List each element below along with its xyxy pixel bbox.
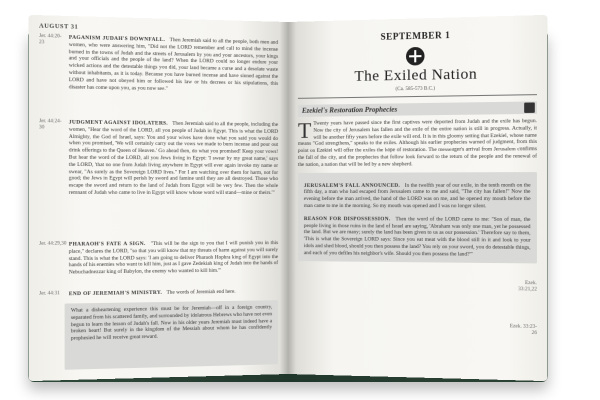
scripture-entry: [69, 240, 278, 277]
entry-heading: PHARAOH'S FATE A SIGN.: [68, 240, 146, 248]
verse-ref: Jer. 44:20-23: [39, 33, 62, 46]
right-page: [288, 15, 548, 381]
left-page: [28, 15, 288, 381]
verse-ref: Jer. 44:24-30: [39, 119, 62, 131]
section-title: The Exiled Nation: [354, 66, 478, 85]
scripture-entry: [69, 119, 278, 196]
entry-heading: JERUSALEM'S FALL ANNOUNCED.: [303, 182, 401, 189]
commentary-box: [65, 300, 278, 370]
entry-text: "This will be the sign to you that I will punish you in this place," declares the LORD, "so that you will know that my threats of harm against you will surely stand. This is what the LORD says: 'I am going to deliver Pharaoh Hophra king of Egypt into the hands of his enemies who want to kill him, just as I gave Zedekiah king of Judah into the hands of Nebuchadnezzar king of Babylon, the enemy who wanted to kill him.'": [68, 240, 279, 276]
banner-title: Ezekiel's Restoration Prophecies: [301, 105, 398, 115]
entry-heading: REASON FOR DISPOSSESSION.: [303, 215, 391, 223]
running-header: AUGUST 31: [39, 23, 79, 31]
date-heading: SEPTEMBER 1: [380, 29, 451, 42]
intro-body: Twenty years have passed since the first captives were deported from Judah and the exile has begun. Now the city of Jerusalem has fallen and the exile of the entire nation is still in progress. Actually, it will be another fifty years before the exile will end. It is in this gloomy setting that Ezekiel, whose name means "God strengthens," speaks to the exiles. Although his earlier prophecies warned of judgment, from this point on Ezekiel will offer the exiles the hope of restoration. The messenger's arrival from Jerusalem confirms the fall of the city, and the prophecies that follow look forward to the return of the people and the renewal of the nation, a nation that will be led by a new shepherd.: [297, 118, 537, 168]
scripture-entry: [304, 216, 531, 259]
entry-text: Then the word of the LORD came to me: "Son of man, the people living in those ruins in the land of Israel are saying, 'Abraham was only one man, yet he possessed the land. But we are many; surely the land has been given to us as our possession.' Therefore say to them, 'This is what the Sovereign LORD says: Since you eat meat with the blood still in it and look to your idols and shed blood, should you then possess the land? You rely on your sword, you do detestable things, and each of you defiles his neighbor's wife. Should you then possess the land?'": [303, 216, 531, 258]
open-book: [28, 22, 548, 382]
entry-text: Then Jeremiah said to all the people, including the women, "Hear the word of the LORD, all you people of Judah in Egypt. This is what the LORD Almighty, the God of Israel, says: You and your wives have done what you said you would do when you promised, 'We will certainly carry out the vows we made to burn incense and pour out drink offerings to the Queen of Heaven.' Go ahead then, do what you promised! Keep your vows! But hear the word of the LORD, all you Jews living in Egypt: 'I swear by my great name,' says the LORD, 'that no one from Judah living anywhere in Egypt will ever again invoke my name or swear, "As surely as the Sovereign LORD lives." For I am watching over them for harm, not for good; the Jews in Egypt will perish by sword and famine until they are all destroyed. Those who escape the sword and return to the land of Judah from Egypt will be very few. Then the whole remnant of Judah who came to live in Egypt will know whose word will stand—mine or theirs.'": [68, 120, 279, 196]
scripture-block: [298, 172, 537, 263]
verse-ref: Ezek. 33:21,22: [518, 280, 537, 293]
scripture-entry: [69, 288, 278, 298]
entry-heading: END OF JEREMIAH'S MINISTRY.: [68, 289, 163, 298]
dropcap: T: [297, 117, 312, 143]
book-gutter: [280, 22, 296, 374]
entry-text: In the twelfth year of our exile, in the tenth month on the fifth day, a man who had escaped from Jerusalem came to me and said, "The city has fallen!" Now the evening before the man arrived, the hand of the LORD was on me, and he opened my mouth before the man came to me in the morning. So my mouth was opened and I was no longer silent.: [303, 181, 531, 210]
book-icon: [524, 102, 535, 113]
entry-text: Then Jeremiah said to all the people, both men and women, who were answering him, "Did not the LORD remember and call to mind the incense burned in the towns of Judah and the streets of Jerusalem by you and your ancestors, your kings and your officials and the people of the land? When the LORD could no longer endure your wicked actions and the detestable things you did, your land became a curse and a desolate waste without inhabitants, as it is today. Because you have burned incense and have sinned against the LORD and have not obeyed him or followed his law or his decrees or his stipulations, this disaster has come upon you, as you now see.": [68, 37, 279, 92]
intro-text: [298, 118, 537, 169]
commentary-text: What a disheartening experience this must be for Jeremiah—off in a foreign country, separated from his scattered family, and surrounded by idolatrous Hebrews who have not even begun to learn the lesson of Judah's fall. Now in his older years Jeremiah must indeed have a broken heart! But surely in the kingdom of the Messiah about whom he has confidently prophesied he will receive great reward.: [70, 304, 273, 342]
divider: [298, 94, 537, 99]
section-subtitle: (Ca. 585-573 B.C.): [395, 86, 436, 93]
section-banner: [298, 101, 537, 116]
entry-heading: PAGANISM JUDAH'S DOWNFALL.: [68, 34, 166, 44]
verse-ref: Ezek. 33:23-26: [509, 324, 537, 337]
scripture-entry: [304, 182, 531, 210]
scripture-entry: [69, 35, 278, 95]
verse-ref: Jer. 44:29,30: [39, 241, 67, 247]
verse-ref: Jer. 44:31: [39, 291, 60, 297]
entry-text: The words of Jeremiah end here.: [166, 288, 236, 296]
entry-heading: JUDGMENT AGAINST IDOLATERS.: [68, 119, 168, 127]
cross-emblem-icon: [406, 47, 425, 66]
